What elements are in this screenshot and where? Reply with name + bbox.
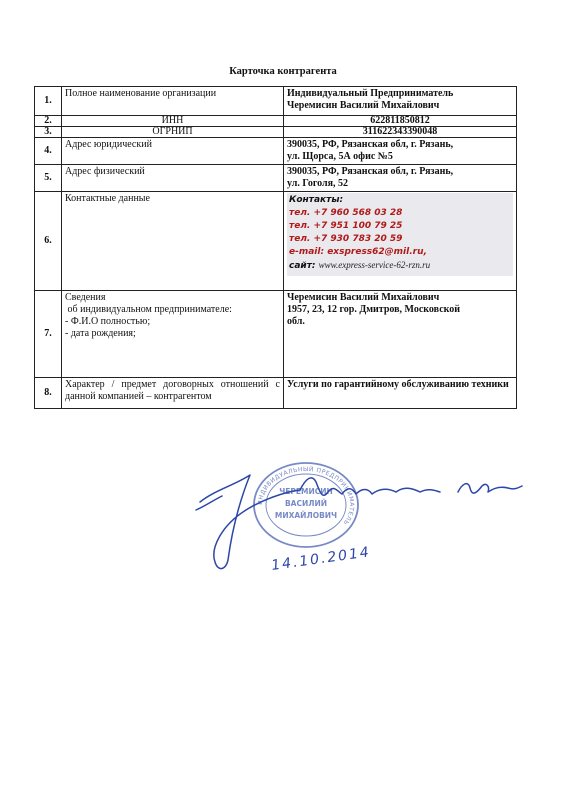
row-label: Контактные данные [62,192,284,291]
row-number: 7. [35,291,62,378]
signature-stamp-area [0,430,566,610]
stamp-ring-text: ИНДИВИДУАЛЬНЫЙ ПРЕДПРИНИМАТЕЛЬ [256,465,356,527]
row-label: ИНН [62,116,284,127]
counterparty-card-table [34,86,517,409]
label-line: - Ф.И.О полностью; [65,316,151,327]
row-value: 622811850812 [284,116,517,127]
value-line: Черемисин Василий Михайлович [287,292,440,303]
row-label: Адрес юридический [62,138,284,165]
phone-link[interactable]: тел. +7 930 783 20 59 [289,234,403,244]
stamp-line: ВАСИЛИЙ [284,499,328,508]
row-value [284,192,517,291]
row-value: Услуги по гарантийному обслуживанию техники [284,378,517,409]
table-row [35,138,517,165]
row-value [284,138,517,165]
value-line: 390035, РФ, Рязанская обл, г. Рязань, [287,166,454,177]
table-row [35,192,517,291]
website-line [289,259,511,273]
value-line: 1957, 23, 12 гор. Дмитров, Московской [287,304,461,315]
row-value: 311622343390048 [284,127,517,138]
value-line: 390035, РФ, Рязанская обл, г. Рязань, [287,139,454,150]
row-value [284,291,517,378]
row-value [284,165,517,192]
value-line: Индивидуальный Предприниматель [287,88,454,99]
value-line: Черемисин Василий Михайлович [287,100,440,111]
row-number: 8. [35,378,62,409]
row-number: 2. [35,116,62,127]
phone-link[interactable]: тел. +7 951 100 79 25 [289,221,403,231]
row-label: Характер / предмет договорных отношений с данной компанией – контрагентом [62,378,284,409]
label-line: Сведения [65,292,106,303]
signature-date: 14.10.2014 [270,544,372,574]
value-line: обл. [287,316,305,327]
row-label [62,291,284,378]
value-line: ул. Щорса, 5А офис №5 [287,151,393,162]
page-title: Карточка контрагента [229,66,337,77]
table-row [35,378,517,409]
table-row [35,87,517,116]
table-row [35,165,517,192]
row-number: 5. [35,165,62,192]
phone-link[interactable]: тел. +7 960 568 03 28 [289,208,403,218]
row-label: ОГРНИП [62,127,284,138]
label-line: - дата рождения; [65,328,136,339]
row-number: 1. [35,87,62,116]
label-line: об индивидуальном предпринимателе: [65,304,232,315]
contacts-heading: Контакты: [289,195,344,205]
email-link[interactable]: e-mail: exspress62@mil.ru, [289,247,427,257]
row-label: Адрес физический [62,165,284,192]
row-label: Полное наименование организации [62,87,284,116]
website-link[interactable]: www.express-service-62-rzn.ru [318,260,431,270]
stamp-line: ЧЕРЕМИСИН [279,487,333,496]
row-number: 6. [35,192,62,291]
table-row [35,116,517,127]
stamp-seal [254,463,358,547]
website-label: сайт: [289,261,316,271]
row-number: 4. [35,138,62,165]
table-row [35,291,517,378]
stamp-line: МИХАЙЛОВИЧ [274,511,338,520]
value-line: ул. Гоголя, 52 [287,178,349,189]
row-number: 3. [35,127,62,138]
contacts-block [287,193,513,276]
table-row [35,127,517,138]
row-value [284,87,517,116]
